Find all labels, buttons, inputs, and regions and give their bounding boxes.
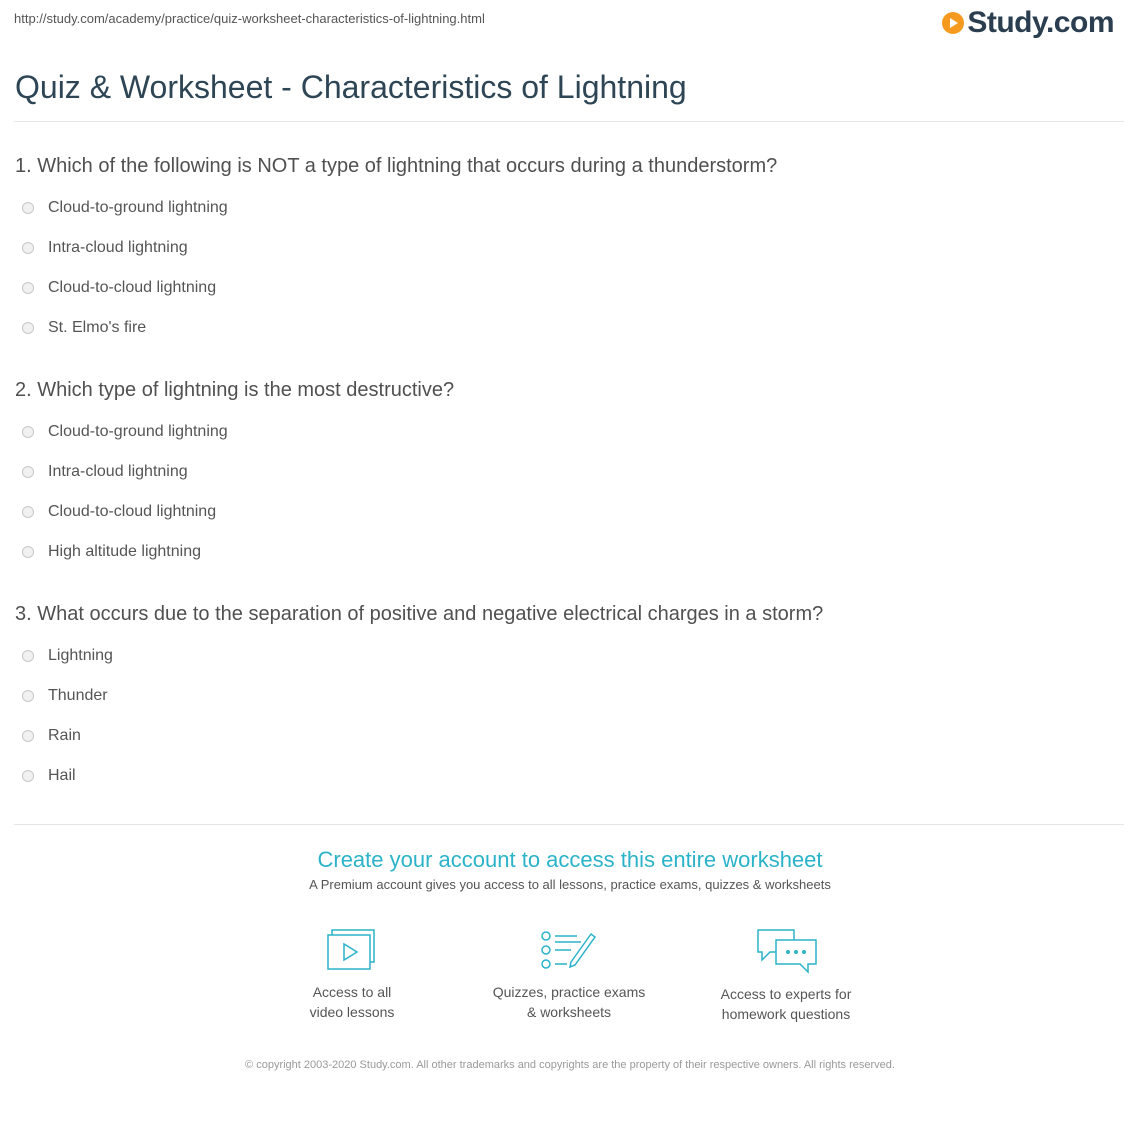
quiz-checklist-icon — [541, 928, 597, 972]
radio-button[interactable] — [22, 546, 34, 558]
answer-option[interactable] — [22, 188, 228, 228]
question-1: 1. Which of the following is NOT a type of lightning that occurs during a thunderstorm? — [15, 155, 778, 177]
answer-option[interactable] — [22, 412, 228, 452]
radio-button[interactable] — [22, 466, 34, 478]
feature-quizzes — [474, 928, 664, 1022]
feature-line: Access to all — [312, 984, 392, 1000]
play-logo-icon — [942, 12, 964, 34]
logo-text: Study.com — [967, 6, 1114, 39]
feature-line: video lessons — [309, 1004, 395, 1020]
feature-line: Quizzes, practice exams — [492, 984, 646, 1000]
answer-label: Lightning — [48, 647, 113, 664]
question-3: 3. What occurs due to the separation of positive and negative electrical charges in a storm? — [15, 603, 824, 625]
question-2: 2. Which type of lightning is the most destructive? — [15, 379, 455, 401]
study-logo[interactable] — [942, 6, 1114, 40]
premium-description: A Premium account gives you access to all lessons, practice exams, quizzes & worksheets — [309, 877, 831, 892]
answer-label: St. Elmo's fire — [48, 319, 147, 336]
radio-button[interactable] — [22, 690, 34, 702]
answer-label: Hail — [48, 767, 76, 784]
radio-button[interactable] — [22, 202, 34, 214]
answer-option[interactable] — [22, 308, 228, 348]
answer-option[interactable] — [22, 636, 113, 676]
answer-label: Cloud-to-ground lightning — [48, 199, 228, 216]
radio-button[interactable] — [22, 650, 34, 662]
answer-option[interactable] — [22, 492, 228, 532]
feature-video-lessons — [257, 928, 447, 1022]
answer-label: Intra-cloud lightning — [48, 463, 188, 480]
radio-button[interactable] — [22, 770, 34, 782]
answer-option[interactable] — [22, 268, 228, 308]
radio-button[interactable] — [22, 426, 34, 438]
answer-list-3 — [22, 636, 113, 796]
feature-line: homework questions — [721, 1006, 851, 1022]
video-lesson-icon — [326, 928, 378, 972]
feature-experts — [691, 928, 881, 1024]
radio-button[interactable] — [22, 730, 34, 742]
divider — [14, 824, 1124, 825]
answer-list-1 — [22, 188, 228, 348]
answer-option[interactable] — [22, 716, 113, 756]
answer-label: Intra-cloud lightning — [48, 239, 188, 256]
feature-line: Access to experts for — [720, 986, 852, 1002]
answer-label: High altitude lightning — [48, 543, 201, 560]
answer-list-2 — [22, 412, 228, 572]
radio-button[interactable] — [22, 282, 34, 294]
answer-option[interactable] — [22, 532, 228, 572]
chat-bubbles-icon — [754, 928, 818, 974]
answer-label: Cloud-to-cloud lightning — [48, 503, 217, 520]
divider — [14, 121, 1124, 122]
answer-label: Cloud-to-ground lightning — [48, 423, 228, 440]
answer-label: Rain — [48, 727, 81, 744]
answer-option[interactable] — [22, 452, 228, 492]
page-title: Quiz & Worksheet - Characteristics of Lightning — [15, 69, 687, 105]
radio-button[interactable] — [22, 506, 34, 518]
copyright-footer: © copyright 2003-2020 Study.com. All other trademarks and copyrights are the property of their respective owners. All rights reserved. — [245, 1059, 895, 1071]
answer-option[interactable] — [22, 228, 228, 268]
radio-button[interactable] — [22, 242, 34, 254]
answer-label: Cloud-to-cloud lightning — [48, 279, 217, 296]
radio-button[interactable] — [22, 322, 34, 334]
answer-option[interactable] — [22, 676, 113, 716]
create-account-link[interactable]: Create your account to access this entire worksheet — [317, 847, 823, 872]
feature-line: & worksheets — [526, 1004, 612, 1020]
answer-label: Thunder — [48, 687, 108, 704]
page-url: http://study.com/academy/practice/quiz-worksheet-characteristics-of-lightning.html — [14, 11, 485, 26]
answer-option[interactable] — [22, 756, 113, 796]
